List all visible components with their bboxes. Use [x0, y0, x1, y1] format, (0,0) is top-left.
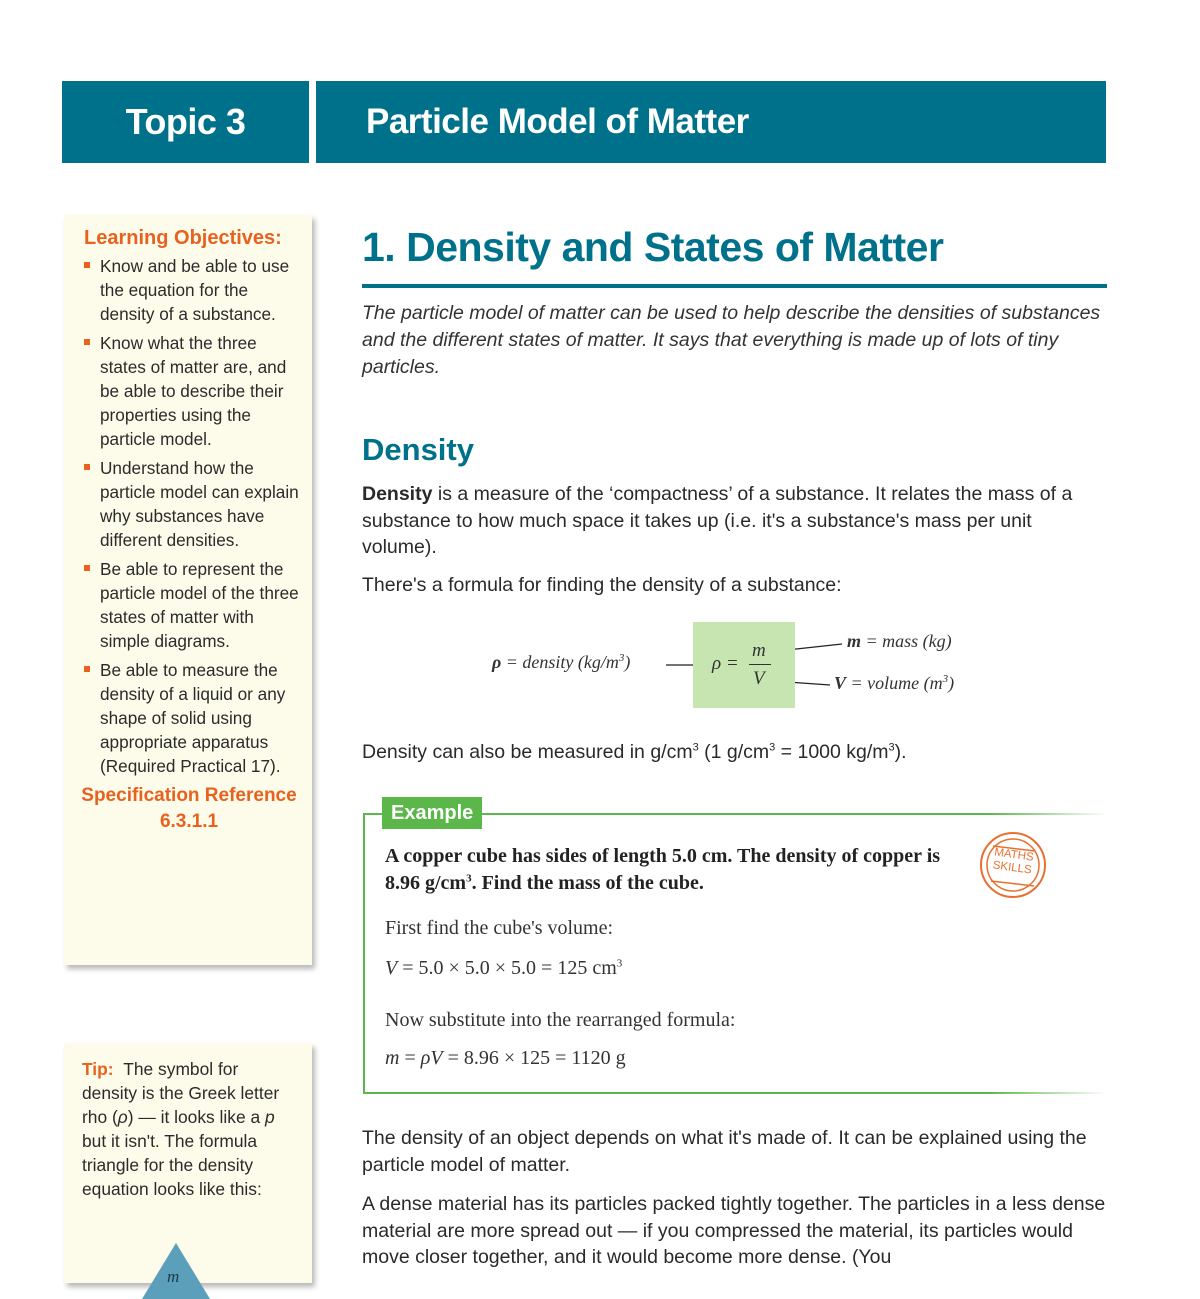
- example-tag: Example: [382, 797, 482, 829]
- example-box: [363, 813, 1108, 1094]
- dense-material-text: A dense material has its particles packed tightly together. The particles in a less dense material are more spread out — if you compressed the material, its particles would move closer together, and it would become more dense. (You: [362, 1193, 1106, 1268]
- example-mass-calc: m = ρV = 8.96 × 125 = 1120 g: [385, 1047, 626, 1069]
- bullet-icon: [84, 565, 90, 571]
- fraction-bar: [749, 664, 771, 665]
- example-step-2: Now substitute into the rearranged formula:: [385, 1009, 736, 1031]
- formula-numerator: m: [752, 640, 766, 661]
- section-title: 1. Density and States of Matter: [362, 224, 944, 270]
- bullet-icon: [84, 666, 90, 672]
- objective-item: Be able to measure the density of a liquid or any shape of solid using appropriate apparatus (Required Practical 17).: [82, 658, 302, 778]
- volume-definition: V = volume $(m^3)$: [834, 673, 955, 693]
- specification-reference: [76, 783, 302, 835]
- density-explanation: The density of an object depends on what it's made of. It can be explained using the particle model of matter.: [362, 1127, 1087, 1176]
- tip-panel: [64, 1043, 312, 1286]
- formula-lhs: ρ =: [712, 653, 739, 674]
- learning-objectives-panel: [64, 215, 312, 965]
- density-definition: Density is a measure of the ‘compactness’ of a substance. It relates the mass of a substance to how much space it takes up (i.e. it's a substance's mass per unit volume).: [362, 483, 1073, 558]
- objective-item: Know and be able to use the equation for the density of a substance.: [82, 254, 302, 326]
- bullet-icon: [84, 464, 90, 470]
- objective-item: Understand how the particle model can explain why substances have different densities.: [82, 456, 302, 552]
- formula-denominator: V: [753, 668, 765, 689]
- tip-label: Tip:: [82, 1059, 114, 1079]
- triangle-top-label: m: [167, 1267, 180, 1286]
- spec-label: Specification Reference: [81, 785, 297, 806]
- units-note: Density can also be measured in $g/cm^3$ (1 $g/cm^3 = 1000$ $kg/m^3$).: [362, 741, 907, 763]
- tip-text: The symbol for density is the Greek letter rho (ρ) — it looks like a p but it isn't. The formula triangle for the density equation looks like this:: [82, 1059, 280, 1199]
- example-step-1: First find the cube's volume:: [385, 917, 614, 939]
- objectives-list: [82, 254, 302, 778]
- objective-item: Be able to represent the particle model of the three states of matter with simple diagrams.: [82, 557, 302, 653]
- spec-number: 6.3.1.1: [159, 811, 219, 832]
- topic-banner: [62, 81, 309, 163]
- learning-objectives-title: Learning Objectives:: [84, 227, 282, 249]
- mass-definition: m = mass (kg): [847, 631, 952, 651]
- maths-skills-stamp-icon: MATHS SKILLS: [979, 831, 1047, 899]
- formula-box: [693, 622, 795, 708]
- chapter-banner: [316, 81, 1106, 163]
- objective-item: Know what the three states of matter are, and be able to describe their properties using the particle model.: [82, 331, 302, 451]
- intro-text: The particle model of matter can be used to help describe the densities of substances and the different states of matter. It says that everything is made up of lots of tiny particles.: [362, 302, 1101, 378]
- example-question: A copper cube has sides of length 5.0 cm. The density of copper is 8.96 $g/cm^3$. Find the mass of the cube.: [385, 845, 941, 894]
- chapter-title: Particle Model of Matter: [366, 102, 749, 141]
- bullet-icon: [84, 339, 90, 345]
- example-volume-calc: V = 5.0 × 5.0 × 5.0 = 125 $cm^3$: [385, 957, 623, 979]
- rho-definition: ρ = density $(kg/m^3)$: [492, 652, 631, 672]
- bullet-icon: [84, 262, 90, 268]
- density-heading: Density: [362, 432, 474, 467]
- topic-label: Topic 3: [125, 101, 246, 142]
- formula-intro: There's a formula for finding the density of a substance:: [362, 574, 842, 596]
- density-formula: [360, 620, 1000, 710]
- title-rule: [362, 284, 1107, 288]
